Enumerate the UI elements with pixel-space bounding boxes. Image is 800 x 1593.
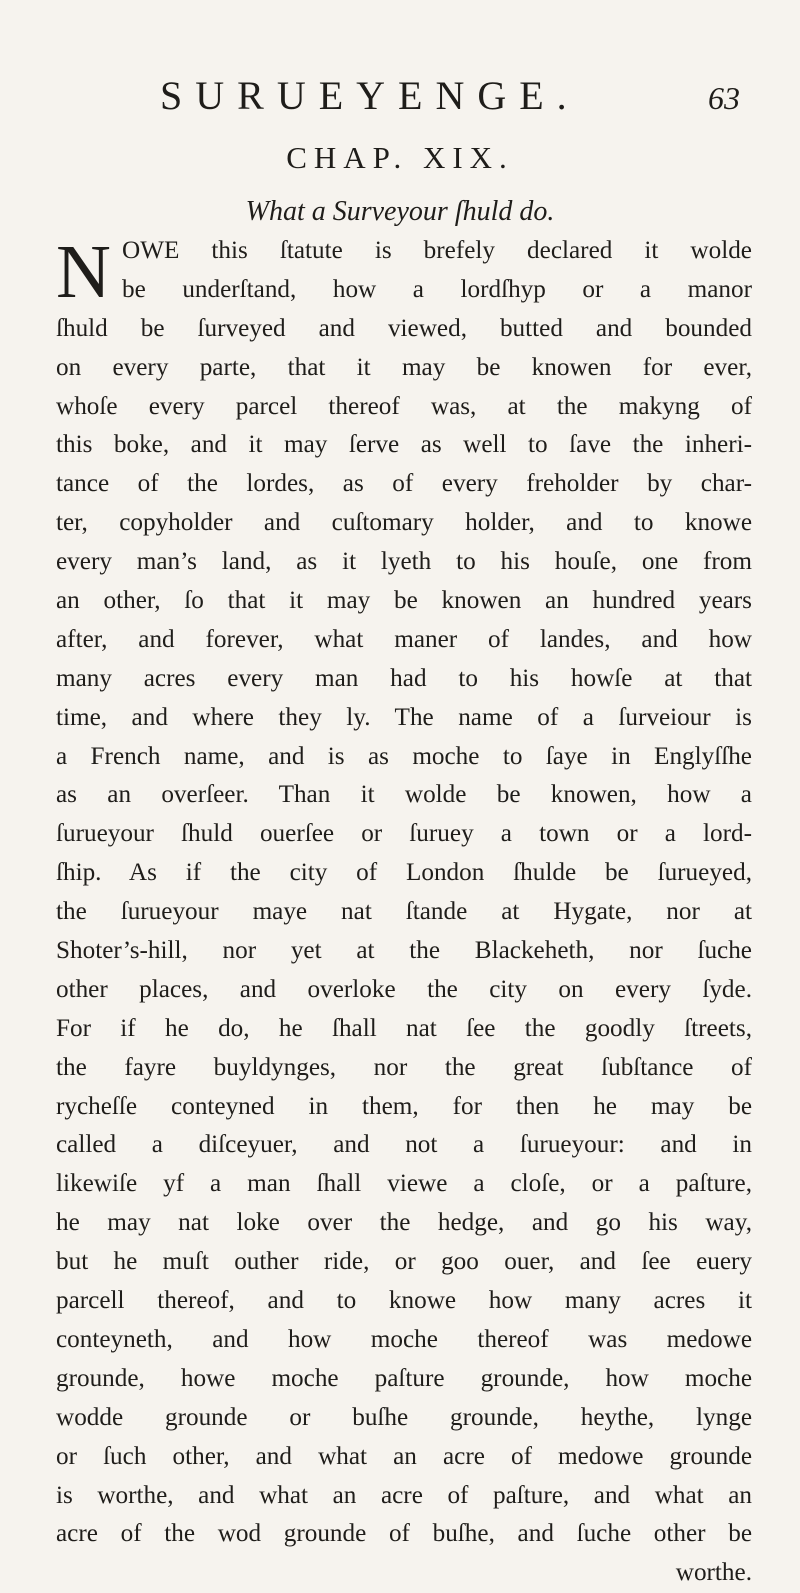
text-line: ſhip. As if the city of London ſhulde be ſurueyed,	[56, 859, 752, 887]
text-line: he may nat loke over the hedge, and go his way,	[56, 1209, 752, 1237]
running-head	[160, 72, 740, 119]
text-line: conteyneth, and how moche thereof was medowe	[56, 1325, 752, 1353]
body-text	[56, 232, 752, 1593]
text-line: is worthe, and what an acre of paſture, and what an	[56, 1481, 752, 1509]
text-line: as an overſeer. Than it wolde be knowen, how a	[56, 781, 752, 809]
text-line: an other, ſo that it may be knowen an hundred years	[56, 587, 752, 615]
text-line: wodde grounde or buſhe grounde, heythe, lynge	[56, 1403, 752, 1431]
text-line: called a diſceyuer, and not a ſurueyour: and in	[56, 1131, 752, 1159]
text-line: ſurueyour ſhuld ouerſee or ſuruey a town or a lord-	[56, 820, 752, 848]
text-line: likewiſe yf a man ſhall viewe a cloſe, or a paſture,	[56, 1170, 752, 1198]
text-lines	[56, 232, 752, 1554]
text-line: this boke, and it may ſerve as well to ſave the inheri-	[56, 431, 752, 459]
text-line: whoſe every parcel thereof was, at the makyng of	[56, 392, 752, 420]
text-line: Shoter’s-hill, nor yet at the Blackeheth, nor ſuche	[56, 937, 752, 965]
text-line: OWE this ſtatute is brefely declared it wolde	[122, 237, 752, 264]
text-line: parcell thereof, and to knowe how many acres it	[56, 1287, 752, 1315]
running-title: SURUEYENGE.	[160, 73, 580, 118]
page-number: 63	[708, 80, 740, 116]
text-line: ter, copyholder and cuſtomary holder, and to knowe	[56, 509, 752, 537]
text-line: the ſurueyour maye nat ſtande at Hygate, nor at	[56, 898, 752, 926]
text-line: other places, and overloke the city on every ſyde.	[56, 975, 752, 1003]
text-line: after, and forever, what maner of landes, and how	[56, 625, 752, 653]
text-line: For if he do, he ſhall nat ſee the goodly ſtreets,	[56, 1014, 752, 1042]
text-line: ſhuld be ſurveyed and viewed, butted and bounded	[56, 314, 752, 342]
text-line: be underſtand, how a lordſhyp or a manor	[122, 275, 752, 303]
text-line: time, and where they ly. The name of a ſurveiour is	[56, 703, 752, 731]
text-line: a French name, and is as moche to ſaye in Englyſſhe	[56, 742, 752, 770]
text-line: many acres every man had to his howſe at that	[56, 664, 752, 692]
text-line: the fayre buyldynges, nor the great ſubſtance of	[56, 1053, 752, 1081]
text-line: or ſuch other, and what an acre of medowe grounde	[56, 1442, 752, 1470]
chapter-heading: CHAP. XIX.	[286, 140, 514, 175]
text-line-last: worthe.	[675, 1559, 752, 1587]
text-line: tance of the lordes, as of every freholder by char-	[56, 470, 752, 498]
text-line: grounde, howe moche paſture grounde, how moche	[56, 1364, 752, 1392]
drop-cap: N	[56, 230, 111, 314]
text-line: rycheſſe conteyned in them, for then he may be	[56, 1092, 752, 1120]
text-line: acre of the wod grounde of buſhe, and ſuche other be	[56, 1520, 752, 1548]
text-line: every man’s land, as it lyeth to his houſe, one from	[56, 548, 752, 576]
text-line: on every parte, that it may be knowen for ever,	[56, 353, 752, 381]
chapter-subtitle: What a Surveyour ſhuld do.	[245, 196, 555, 227]
text-line: but he muſt outher ride, or goo ouer, and ſee euery	[56, 1248, 752, 1276]
